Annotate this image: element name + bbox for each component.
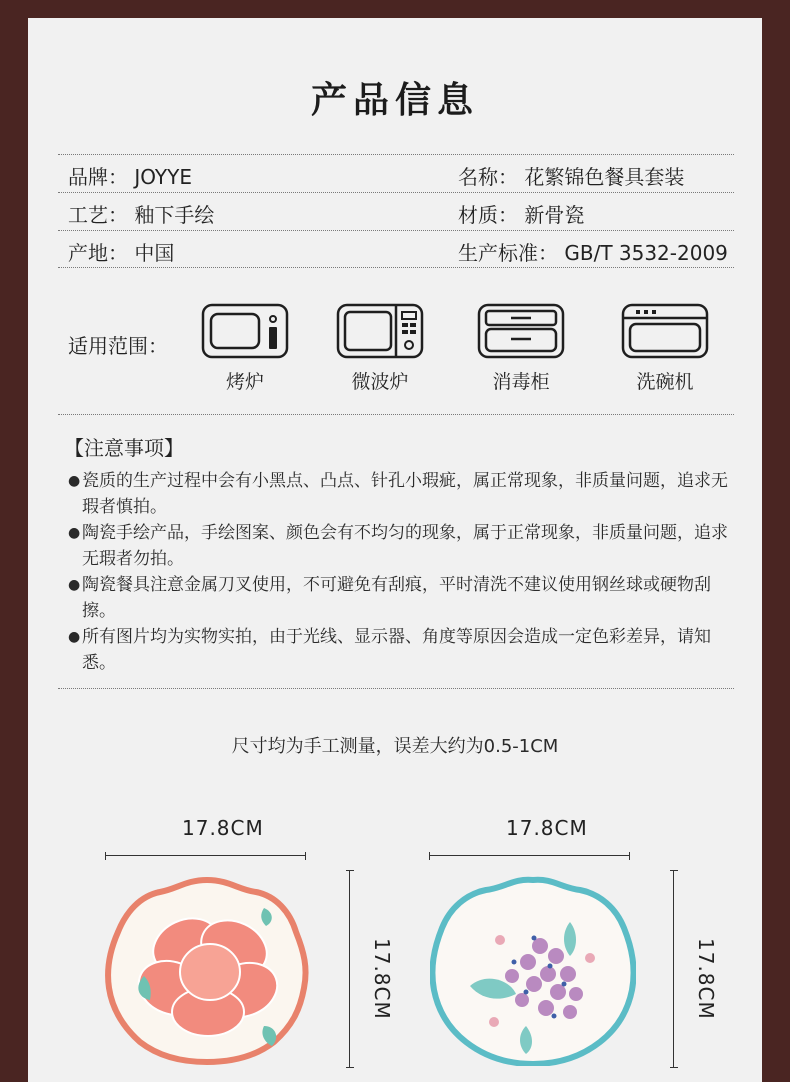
divider <box>58 154 734 155</box>
spec-material: 材质： 新骨瓷 <box>458 203 585 227</box>
plate-height-label: 17.8CM <box>694 938 718 1020</box>
width-ruler <box>105 852 306 860</box>
notice-item: ● 陶瓷餐具注意金属刀叉使用，不可避免有刮痕，平时清洗不建议使用钢丝球或硬物刮擦。 <box>68 575 711 621</box>
spec-origin: 产地： 中国 <box>68 241 175 265</box>
appliance-dishwasher <box>615 303 715 394</box>
notice-item: ● 所有图片均为实物实拍，由于光线、显示器、角度等原因会造成一定色彩差异，请知悉。 <box>68 627 711 673</box>
sterilizer-icon <box>477 303 565 359</box>
notice-item: ● 陶瓷手绘产品，手绘图案、颜色会有不均匀的现象，属于正常现象，非质量问题，追求无瑕者勿拍。 <box>68 523 728 569</box>
appliance-sterilizer <box>471 303 571 394</box>
plate-height-label: 17.8CM <box>370 938 394 1020</box>
hydrangea-plate-image <box>430 876 636 1066</box>
divider <box>58 414 734 415</box>
divider <box>58 192 734 193</box>
width-ruler <box>429 852 630 860</box>
peony-plate-image <box>104 876 310 1066</box>
oven-icon <box>201 303 289 359</box>
divider <box>58 267 734 268</box>
page-title: 产品信息 <box>310 80 479 121</box>
height-ruler <box>670 870 678 1068</box>
spec-name: 名称： 花繁锦色餐具套装 <box>458 165 685 189</box>
appliance-label: 烤炉 <box>225 371 264 393</box>
appliance-oven <box>195 303 295 394</box>
product-info-sheet <box>28 18 762 1082</box>
notice-heading: 【注意事项】 <box>64 436 184 460</box>
usage-label: 适用范围： <box>68 334 168 358</box>
divider <box>58 230 734 231</box>
plate-width-label: 17.8CM <box>182 816 264 840</box>
divider <box>58 688 734 689</box>
appliance-label: 消毒柜 <box>492 371 550 393</box>
plate-width-label: 17.8CM <box>506 816 588 840</box>
notice-list <box>68 468 738 676</box>
appliance-label: 洗碗机 <box>636 371 694 393</box>
dishwasher-icon <box>621 303 709 359</box>
appliance-microwave <box>330 303 430 394</box>
microwave-icon <box>336 303 424 359</box>
spec-brand: 品牌： JOYYE <box>68 165 192 189</box>
size-note: 尺寸均为手工测量，误差大约为0.5-1CM <box>231 736 559 757</box>
height-ruler <box>346 870 354 1068</box>
spec-craft: 工艺： 釉下手绘 <box>68 203 215 227</box>
notice-item: ● 瓷质的生产过程中会有小黑点、凸点、针孔小瑕疵，属正常现象，非质量问题，追求无瑕者慎拍。 <box>68 471 728 517</box>
spec-standard: 生产标准： GB/T 3532-2009 <box>458 241 728 265</box>
appliance-label: 微波炉 <box>351 371 409 393</box>
